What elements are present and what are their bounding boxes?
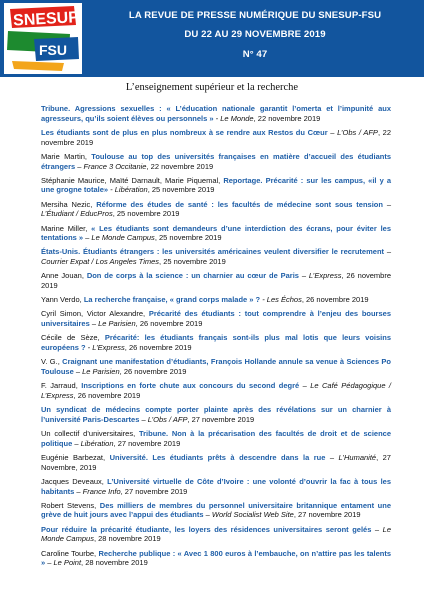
article-date: , 27 novembre 2019: [120, 486, 188, 496]
article-date: , 25 novembre 2019: [159, 257, 226, 267]
article-source: – L’Étudiant / EducPros: [41, 199, 391, 219]
article-author: Marine Miller,: [41, 223, 92, 233]
article-author: Jacques Deveaux,: [41, 476, 108, 486]
article-author: Eugénie Barbezat,: [41, 452, 110, 462]
snesup-logo: [4, 3, 82, 74]
article-date: , 25 novembre 2019: [112, 209, 180, 219]
article-link[interactable]: Inscriptions en forte chute aux concours du second degré: [81, 381, 300, 391]
article-author: Marie Martin,: [41, 151, 92, 161]
article-item: [41, 381, 391, 400]
article-date: , 26 novembre 2019: [119, 366, 187, 376]
article-item: [41, 429, 391, 448]
article-item: [41, 501, 391, 520]
article-link[interactable]: Un syndicat de médecins compte porter plainte après des révélations sur un charnier à l’université Paris-Descartes: [41, 405, 391, 424]
article-date: , 25 novembre 2019: [154, 233, 222, 243]
article-source: – World Socialist Web Site: [203, 510, 294, 520]
article-link[interactable]: Craignant une manifestation d’étudiants, François Hollande annule sa venue à Sciences Po Toulouse: [41, 357, 391, 376]
header-dates: DU 22 AU 29 NOVEMBRE 2019: [184, 29, 326, 40]
article-link[interactable]: Université. Les étudiants prêts à descendre dans la rue: [109, 452, 326, 462]
article-source: – France Info: [74, 486, 121, 496]
article-item: [41, 200, 391, 219]
article-author: Un collectif d’universitaires,: [41, 428, 139, 438]
header-issue-number: N° 47: [242, 49, 268, 60]
article-source: – Courrier Expat / Los Angeles Times: [41, 247, 391, 267]
article-link[interactable]: Don de corps à la science : un charnier au cœur de Paris: [86, 271, 299, 281]
article-author: Robert Stevens,: [41, 500, 100, 510]
article-link[interactable]: « Les étudiants sont demandeurs d’une interdiction des écrans, pour éviter les tentations »: [41, 223, 391, 243]
article-source: – Le Point: [45, 558, 82, 568]
article-source: – Le Monde Campus: [41, 524, 391, 544]
article-link[interactable]: États-Unis. Étudiants étrangers : les universités américaines veulent diversifier le recrutement: [41, 247, 385, 257]
article-item: [41, 104, 391, 123]
article-source: - Le Monde: [213, 113, 254, 123]
article-author: F. Jarraud,: [41, 381, 82, 391]
article-link[interactable]: Les étudiants sont de plus en plus nombreux à se rendre aux Restos du Cœur: [41, 127, 328, 137]
article-author: Cécile de Sèze,: [41, 333, 105, 343]
article-date: , 26 novembre 2019: [301, 295, 369, 305]
article-item: [41, 333, 391, 352]
section-title: L’enseignement supérieur et la recherche: [125, 82, 299, 93]
header-title: LA REVUE DE PRESSE NUMÉRIQUE DU SNESUP-FSU: [128, 10, 382, 21]
article-source: – France 3 Occitanie: [75, 161, 147, 171]
article-link[interactable]: Recherche publique : « Avec 1 800 euros à l’embauche, on n’attire pas les talents »: [41, 548, 391, 568]
article-link[interactable]: Reportage. Précarité : sur les campus, «il y a une grogne totale»: [41, 175, 391, 195]
article-link[interactable]: Tribune. Non à la précarisation des facultés de droit et de science politique: [41, 428, 392, 448]
article-item: [41, 453, 391, 472]
article-list: [41, 104, 391, 572]
article-item: [41, 549, 391, 568]
article-item: [41, 357, 391, 376]
article-source: – Libération: [72, 438, 114, 448]
article-item: [41, 224, 391, 243]
article-item: [41, 247, 391, 266]
article-date: , 26 novembre 2019: [124, 343, 192, 353]
article-author: Anne Jouan,: [41, 271, 87, 281]
article-date: , 27 novembre 2019: [293, 510, 361, 520]
svg-text:SNESUP: SNESUP: [12, 9, 80, 30]
article-date: , 22 novembre 2019: [253, 113, 321, 123]
article-author: Cyril Simon, Victor Alexandre,: [41, 309, 149, 319]
article-item: [41, 525, 391, 544]
article-item: [41, 176, 391, 195]
article-link[interactable]: Toulouse au top des universités françaises en matière d’accueil des étudiants étrangers: [41, 151, 392, 171]
article-date: , 27 Novembre, 2019: [41, 452, 391, 472]
article-author: Mersiha Nezic,: [41, 199, 97, 209]
article-source: – Le Café Pédagogique / L’Express: [41, 381, 392, 400]
article-source: – Le Parisien: [89, 319, 136, 329]
article-link[interactable]: Des milliers de membres du personnel universitaire britannique entament une grève de huit jours avec l’appui des étudiants: [41, 500, 391, 520]
article-item: [41, 477, 391, 496]
article-date: , 26 novembre 2019: [135, 319, 203, 329]
article-item: [41, 152, 391, 171]
article-author: Caroline Tourbe,: [41, 548, 99, 558]
article-source: – L’Obs / AFP: [327, 127, 378, 137]
article-item: [41, 405, 391, 424]
article-date: , 28 novembre 2019: [81, 558, 148, 568]
article-author: V. G.,: [41, 357, 63, 367]
article-link[interactable]: L’Université virtuelle de Côte d’Ivoire : une volonté d’ouvrir la fac à tous les habitants: [41, 476, 391, 496]
svg-text:FSU: FSU: [39, 42, 67, 58]
article-item: [41, 128, 391, 147]
header-banner: [0, 0, 424, 77]
article-link[interactable]: Pour réduire la précarité étudiante, les loyers des résidences universitaires seront gelés: [41, 524, 372, 534]
article-date: , 22 novembre 2019: [146, 161, 214, 171]
article-source: - Les Échos: [260, 295, 302, 305]
article-item: [41, 309, 391, 328]
article-source: - Libération: [108, 185, 148, 195]
article-source: – L’Obs / AFP: [139, 414, 188, 424]
article-date: , 28 novembre 2019: [93, 534, 161, 544]
article-item: [41, 295, 391, 305]
article-date: , 26 novembre 2019: [41, 271, 391, 291]
article-item: [41, 271, 391, 290]
article-source: – Le Monde Campus: [83, 233, 155, 243]
article-link[interactable]: Réforme des études de santé : les facultés de médecine sont sous tension: [96, 199, 383, 209]
article-date: , 25 novembre 2019: [147, 185, 215, 195]
article-link[interactable]: La recherche française, « grand corps malade » ?: [83, 295, 261, 305]
article-date: , 26 novembre 2019: [73, 390, 141, 400]
article-source: – Le Parisien: [73, 366, 120, 376]
article-author: Yann Verdo,: [41, 295, 84, 305]
article-link[interactable]: Précarité des étudiants : tout comprendre à l’enjeu des bourses universitaires: [41, 309, 391, 329]
article-source: – L’Humanité: [325, 452, 377, 462]
article-date: , 27 novembre 2019: [113, 438, 181, 448]
article-link[interactable]: Précarité: les étudiants français sont-ils plus mal lotis que leurs voisins européens ?: [41, 333, 391, 353]
article-date: , 27 novembre 2019: [187, 414, 255, 424]
article-link[interactable]: Tribune. Agressions sexuelles : « L’éducation nationale garantit l’omerta et l’impunité aux agresseurs, qu’ils soient élèves ou personnels »: [41, 104, 391, 123]
article-source: - L’Express: [85, 343, 125, 353]
article-date: , 22 novembre 2019: [41, 127, 392, 147]
article-author: Stéphanie Maurice, Maïté Darnault, Marie Piquemal,: [41, 175, 224, 185]
article-source: – L’Express: [298, 271, 342, 281]
